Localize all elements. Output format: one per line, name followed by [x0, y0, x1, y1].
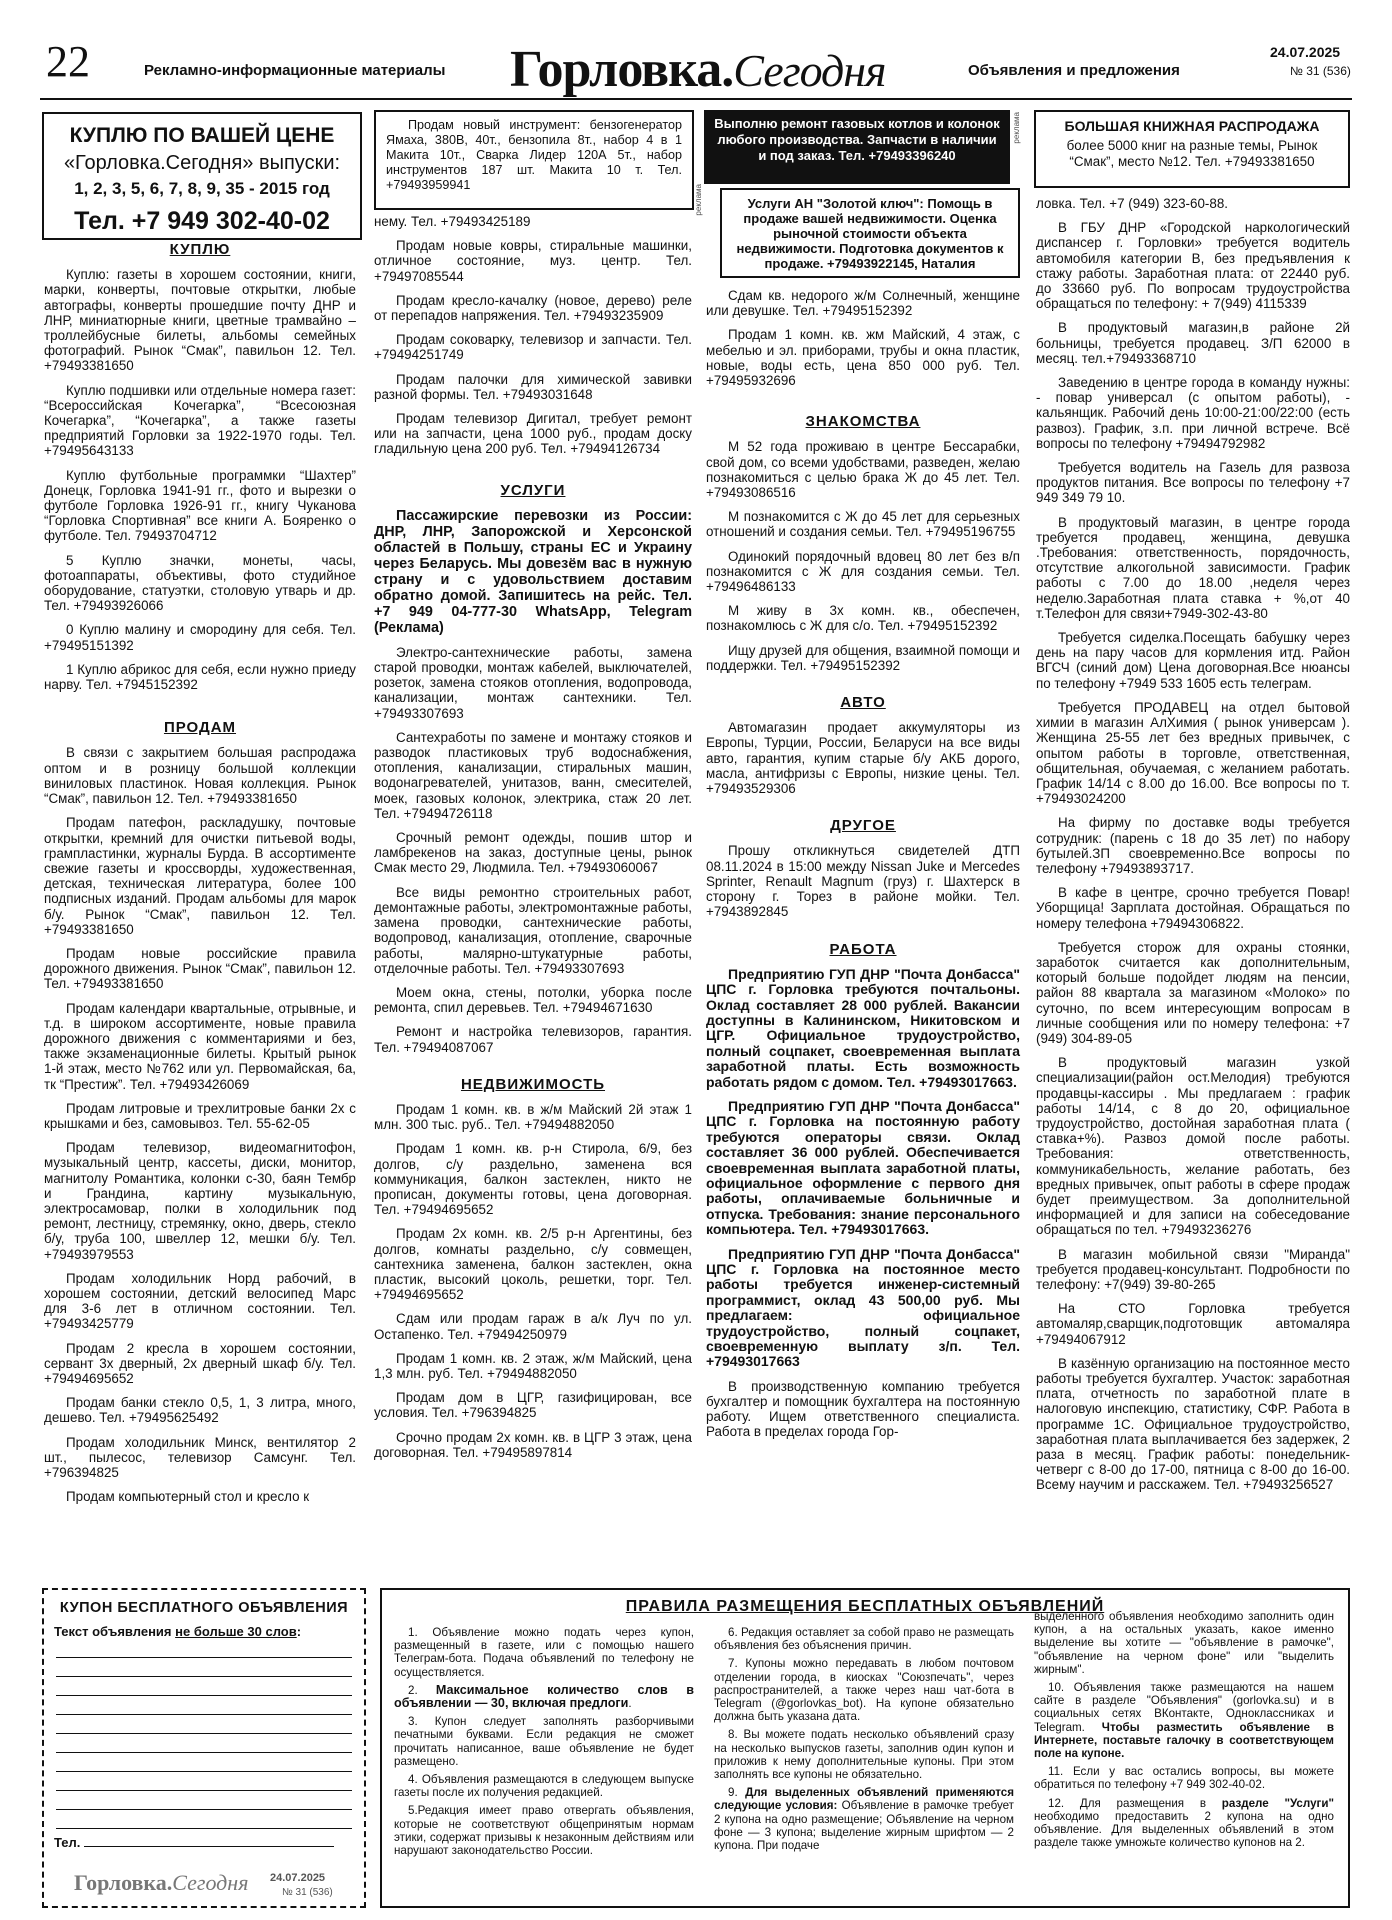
ad-item: В казённую организацию на постоянное место работы требуется бухгалтер. Участок: заработная плата, отчетность по заработной плате в налоговую инспекцию, статистику, СФР. Работа в программе 1С. Официальное трудоустройство, заработная плата выплачивается без задержек, 2 раза в месяц. График работы: понедельник- четверг с 8-00 до 17-00, пятница с 8-00 до 16-00. Всему научим и расскажем. Тел. +79493256527 — [1036, 1355, 1350, 1493]
coupon-date: 24.07.2025 — [270, 1872, 326, 1884]
ad-item: Прошу откликнуться свидетелей ДТП 08.11.2024 в 15:00 между Nissan Juke и Mercedes Sprinter, Renault Magnum (груз) г. Шахтерск в сторону г. Торез в районе мойки. Тел. +7943892845 — [706, 843, 1020, 920]
ad-item: В производственную компанию требуется бухгалтер и помощник бухгалтера на постоянную работу. Ищем ответственного специалиста. Работа в пределах города Гор- — [706, 1378, 1020, 1440]
ad-item: Продам палочки для химической завивки разной формы. Тел. +79493031648 — [374, 371, 692, 402]
buy-box-subtitle: «Горловка.Сегодня» выпуски: — [63, 152, 341, 174]
ad-item: Продам новые ковры, стиральные машинки, отличное состояние, муз. центр. Тел. +79497085544 — [374, 238, 692, 284]
rule-item: 11. Если у вас остались вопросы, вы можете обратиться по телефону +7 949 302-40-02. — [1034, 1765, 1334, 1792]
coupon-text-label: Текст объявления не больше 30 слов: — [54, 1624, 302, 1639]
ad-item-bold: Предприятию ГУП ДНР "Почта Донбасса" ЦПС г. Горловка на постоянную работу требуются операторы связи. Оклад составляет 36 000 рублей. Обеспечивается своевременная выплата заработной платы, официальное оформление с первого дня работы, оплачиваемые больничные и отпуска. Требования: знание персонального компьютера. Тел. +79493017663. — [706, 1097, 1020, 1238]
ad-item: Продам кресло-качалку (новое, дерево) реле от перепадов напряжения. Тел. +79493235909 — [374, 292, 692, 324]
ad-item: Продам холодильник Минск, вентилятор 2 шт., пылесос, телевизор Самсунг. Тел. +796394825 — [44, 1434, 356, 1481]
section-heading: ЗНАКОМСТВА — [805, 413, 921, 431]
ad-item: Продам телевизор, видеомагнитофон, музыкальный центр, кассеты, диски, монитор, магнитолу Романтика, колонки с-30, баян Тембр и Грандина, картину музыкальную, электросамовар, полки в холодильник под ремонт, лестницу, стремянку, окно, дверь, стекло б/у, труба 100, швеллер 12, мешки б/у. Тел. +79493979553 — [44, 1140, 356, 1262]
ad-item: Продам дом в ЦГР, газифицирован, все условия. Тел. +796394825 — [374, 1390, 692, 1421]
section-heading: РАБОТА — [829, 940, 897, 958]
ad-item: Куплю: газеты в хорошем состоянии, книги, марки, конверты, почтовые открытки, любые автографы, конверты прошедшие почту ДНР и ЛНР, миниатюрные книги, цветные трамвайно – троллейбусные билеты, альбомы семейных фотографий. Рынок “Смак”, павильон 12. Тел. +79493381650 — [44, 267, 356, 374]
ad-item: Продам банки стекло 0,5, 1, 3 литра, много, дешево. Тел. +79495625492 — [44, 1395, 356, 1426]
newspaper-logo: Горловка.Сегодня — [510, 41, 886, 98]
ad-item: В кафе в центре, срочно требуется Повар! Уборщица! Зарплата достойная. Обращаться по номеру телефона +79494306822. — [1036, 885, 1350, 931]
ad-item: Срочный ремонт одежды, пошив штор и ламбрекенов на заказ, доступные цены, рынок Смак место 29, Людмила. Тел. +79493060067 — [374, 830, 692, 876]
issue-date: 24.07.2025 — [1270, 44, 1341, 60]
ad-item: Продам соковарку, телевизор и запчасти. Тел. +79494251749 — [374, 332, 692, 363]
ad-item: Продам 1 комн. кв. жм Майский, 4 этаж, с мебелью и эл. приборами, трубы и окна пластик, новые, воды есть, цена 850 000 руб. Тел. +79495932696 — [706, 327, 1020, 389]
ad-item: Куплю футбольные программки “Шахтер” Донецк, Горловка 1941-91 гг., фото и вырезки о футболе Горловка 1926-91 гг., книгу Чуканова “Горловка Спортивная” все книги А. Бояренко о футболе. Тел. 79493704712 — [44, 467, 356, 544]
rule-item: 10. Объявления также размещаются на нашем сайте в разделе "Объявления" (gorlovka.su) и в социальных сетях ВКонтакте, Одноклассниках и Telegram. Чтобы разместить объявление в Интернете, поставьте галочку в соответствующем поле на купоне. — [1034, 1681, 1335, 1761]
ad-item: Продам 1 комн. кв. 2 этаж, ж/м Майский, цена 1,3 млн. руб. Тел. +79494882050 — [374, 1350, 692, 1381]
ad-item: В связи с закрытием большая распродажа оптом и в розницу большой коллекции виниловых пластинок. Новая коллекция. Рынок “Смак”, павильон 12. Тел. +79493381650 — [44, 745, 356, 807]
ad-item: В ГБУ ДНР «Городской наркологический диспансер г. Горловки» требуется водитель автомобиля категории В, без предъявления к стажу работы. Заработная плата: от 22440 руб. до 33660 руб. По вопросам трудоустройства обращаться по телефону: + 7(949) 4115339 — [1036, 220, 1350, 312]
page-number: 22 — [46, 37, 90, 86]
rule-item: 12. Для размещения в разделе "Услуги" необходимо предоставить 2 купона на одно объявление. Для выделенных объявлений в этом разделе также умножьте количество купонов на 2. — [1034, 1796, 1334, 1850]
ad-item: Электро-сантехнические работы, замена старой проводки, монтаж кабелей, выключателей, розеток, замена стояков отопления, водопровода, канализации, монтаж сантехники. Тел. +79493307693 — [374, 644, 692, 721]
coupon-issue: № 31 (536) — [282, 1887, 333, 1898]
rule-item: 7. Купоны можно передавать в любом почтовом отделении города, в киосках "Союзпечать", через распространителей, а также через наш чат-бота в Telegram (@gorlovkas_bot). На купоне обязательно должна быть указана дата. — [714, 1657, 1014, 1724]
rule-item: 9. Для выделенных объявлений применяются следующие условия: Объявление в рамочке требует 2 купона на одно размещение; Объявление на черном фоне — 3 купона; выделение жирным шрифтом — 2 купона. При подаче — [714, 1786, 1014, 1853]
column-1 — [44, 242, 356, 1513]
ad-item: Продам 1 комн. кв. р-н Стирола, 6/9, без долгов, с/у раздельно, заменена вся коммуникация, балкон застеклен, никто не прописан, документы готовы, цена договорная. Тел. +79494695652 — [374, 1141, 692, 1218]
section-heading: НЕДВИЖИМОСТЬ — [460, 1075, 606, 1093]
column-2 — [374, 214, 692, 1469]
rule-item: 1. Объявление можно подать через купон, размещенный в газете, или с помощью нашего Телеграм-бота. Подача объявлений по телефону не осуществляется. — [394, 1626, 694, 1679]
coupon-text-lines[interactable] — [44, 1639, 364, 1829]
ad-item: Продам литровые и трехлитровые банки 2х с крышками и без, самовывоз. Тел. 55-62-05 — [44, 1100, 356, 1131]
header-divider — [40, 98, 1352, 100]
buy-box-issues: 1, 2, 3, 5, 6, 7, 8, 9, 35 - 2015 год — [74, 179, 330, 198]
ad-item: Продам компьютерный стол и кресло к — [66, 1489, 310, 1505]
coupon-logo: Горловка.Сегодня — [74, 1870, 249, 1895]
issue-number: № 31 (536) — [1290, 64, 1351, 78]
ad-item: В продуктовый магазин узкой специализации(район ост.Мелодия) требуются продавцы-кассиры . Мы предлагаем : график работы 14/14, с 8 до 20, официальное трудоустройство, достойная заработная плата ( ставка+%). Развоз домой после работы. Требования: ответственность, коммуникабельность, желание работать, без вредных привычек, опыт работы в сфере продаж будет преимуществом. За дополнительной информацией и для записи на собеседование обращаться по тел. +79493236276 — [1036, 1055, 1350, 1238]
ad-item: 1 Куплю абрикос для себя, если нужно приеду нарву. Тел. +7945152392 — [44, 661, 356, 693]
ad-item: Продам 2 кресла в хорошем состоянии, сервант 3х дверный, 2х дверный шкаф б/у. Тел. +79494695652 — [44, 1340, 356, 1386]
free-ad-coupon — [42, 1588, 366, 1908]
ad-item: Продам телевизор Дигитал, требует ремонт или на запчасти, цена 1000 руб., продам доску гладильную цена 200 руб. Тел. +79494126734 — [374, 411, 692, 457]
ad-item: 5 Куплю значки, монеты, часы, фотоаппараты, объективы, фото студийное оборудование, статуэтки, столовую утварь и др. Тел. +79493926066 — [44, 552, 356, 614]
coupon-phone-field[interactable]: Тел. — [54, 1835, 364, 1850]
ad-item: Автомагазин продает аккумуляторы из Европы, Турции, России, Беларуси на все виды авто, гарантия, купим старые б/у АКБ дорого, масла, антифризы с Европы, низкие цены. Тел. +79493529306 — [706, 720, 1020, 797]
section-heading: ПРОДАМ — [163, 719, 237, 737]
buy-box-phone: Тел. +7 949 302-40-02 — [74, 207, 330, 235]
ad-item: М 52 года проживаю в центре Бессарабки, свой дом, со всеми удобствами, разведен, желаю познакомиться с целью брака Ж до 45 лет. Тел. +79493086516 — [706, 439, 1020, 501]
header-section-right: Объявления и предложения — [968, 62, 1180, 79]
black-background-ad: Выполню ремонт газовых котлов и колонок любого производства. Запчасти в наличии и под заказ. Тел. +79493396240 — [704, 110, 1010, 184]
rule-item: 3. Купон следует заполнять разборчивыми печатными буквами. Если редакция не сможет прочитать написанное, ваше объявление не будет размещено. — [394, 1715, 694, 1768]
ad-item: В продуктовый магазин, в центре города требуется продавец, женщина, девушка .Требования: ответственность, порядочность, отсутствие алкогольной зависимости. График работы с 7.00 до 18.00 ,неделя через неделю.Заработная плата ставка + %,от 40 т.Телефон для связи+7949-302-43-80 — [1036, 514, 1350, 621]
rules-column-3 — [1034, 1610, 1334, 1854]
ad-item: На СТО Горловка требуется автомаляр,сварщик,подготовщик автомаляра +79494067912 — [1036, 1301, 1350, 1347]
ad-item: Заведению в центре города в команду нужны: - повар универсал (с опытом работы), - кальянщик. Рабочий день 10:00-21:00/22:00 (есть развоз). График, з.п. при личной встрече. Всё вопросы по телефону +79494792982 — [1036, 375, 1350, 451]
ad-item: Требуется водитель на Газель для развоза продуктов питания. Все вопросы по телефону +7 949 349 79 10. — [1036, 460, 1350, 506]
ad-item: Требуется сиделка.Посещать бабушку через день на пару часов для кормления итд. Район ВГСЧ (синий дом) Цена договорная.Все нюансы по телефону +7949 533 1605 есть телеграм. — [1036, 630, 1350, 691]
ad-item: Сдам или продам гараж в а/к Луч по ул. Остапенко. Тел. +79494250979 — [374, 1311, 692, 1342]
ad-marker: реклама — [1012, 112, 1021, 144]
section-heading: ДРУГОЕ — [830, 817, 896, 835]
column-4 — [1036, 196, 1350, 1502]
page-header — [0, 0, 1392, 100]
ad-item: Моем окна, стены, потолки, уборка после ремонта, спил деревьев. Тел. +79494671630 — [374, 984, 692, 1016]
framed-ad-tools: Продам новый инструмент: бензогенератор Ямаха, 380В, 40т., бензопила 8т., набор 4 в 1 Макита 10т., Сварка Лидер 120А 5т., набор инструментов 187 шт. Макита 10 т. Тел. +79493959941 — [374, 110, 694, 210]
book-sale-text: более 5000 книг на разные темы, Рынок “Смак”, место №12. Тел. +79493381650 — [1066, 138, 1318, 169]
rules-column-1 — [394, 1626, 694, 1862]
header-section-left: Рекламно-информационные материалы — [144, 62, 446, 79]
ad-item-bold: Пассажирские перевозки из России: ДНР, ЛНР, Запорожской и Херсонской областей в Польшу, страны ЕС и Украину через Беларусь. Мы довезём вас в нужную страну и с удовольствием доставим обратно домой. Запишитесь на рейс. Тел. +7 949 04-777-30 WhatsApp, Telegram (Реклама) — [374, 507, 692, 636]
ad-item: Ищу друзей для общения, взаимной помощи и поддержки. Тел. +79495152392 — [706, 642, 1020, 673]
ad-item: Продам календари квартальные, отрывные, и т.д. в широком ассортименте, новые правила дорожного движения с комментариями и без, также экзаменационные билеты. Крытый рынок 1-й этаж, место №762 или ул. Первомайская, 6а, тк “Престиж”. Тел. +79493426069 — [44, 1000, 356, 1092]
section-heading: АВТО — [840, 694, 886, 712]
coupon-title: КУПОН БЕСПЛАТНОГО ОБЪЯВЛЕНИЯ — [59, 1600, 349, 1616]
ad-item: Продам холодильник Норд рабочий, в хорошем состоянии, детский велосипед Марс для 3-6 лет в отличном состоянии. Тел. +79493425779 — [44, 1270, 356, 1332]
rules-title: ПРАВИЛА РАЗМЕЩЕНИЯ БЕСПЛАТНЫХ ОБЪЯВЛЕНИЙ — [625, 1598, 1105, 1615]
rule-item: 2. Максимальное количество слов в объявлении — 30, включая предлоги. — [394, 1682, 695, 1711]
ad-item: Все виды ремонтно строительных работ, демонтажные работы, электромонтажные работы, замена проводки, сантехнические работы, водопровод, канализация, отопление, сварочные работы, малярно-штукатурные работы, отделочные работы. Тел. +79493307693 — [374, 884, 692, 976]
ad-item: Срочно продам 2х комн. кв. в ЦГР 3 этаж, цена договорная. Тел. +79495897814 — [374, 1429, 692, 1460]
ad-item: Одинокий порядочный вдовец 80 лет без в/п познакомится с Ж для создания семьи. Тел. +79496486133 — [706, 548, 1020, 595]
ad-marker: реклама — [694, 184, 703, 216]
ad-item: М живу в 3х комн. кв., обеспечен, познакомлюсь с Ж для с/о. Тел. +79495152392 — [706, 603, 1020, 634]
buy-box-title: КУПЛЮ ПО ВАШЕЙ ЦЕНЕ — [69, 124, 335, 147]
rule-item: выделенного объявления необходимо заполнить один купон, а на остальных указать, какое именно выделение вы хотите — "объявление в рамочке", "объявление на черном фоне" или "выделить жирным". — [1034, 1610, 1334, 1676]
framed-ad-book-sale — [1034, 110, 1350, 188]
ad-item: На фирму по доставке воды требуется сотрудник: (парень с 18 до 35 лет) по набору бутылей.ЗП своевременно.Все вопросы по телефону +79493893717. — [1036, 815, 1350, 876]
ad-item: ловка. Тел. +7 (949) 323-60-88. — [1036, 196, 1228, 211]
ad-item-bold: Предприятию ГУП ДНР "Почта Донбасса" ЦПС г. Горловка на постоянное место работы требуется инженер-системный программист, оклад 43 500,00 руб. Мы предлагаем: официальное трудоустройство, полный соцпакет, своевременную выплату з/п. Тел. +79493017663 — [706, 1245, 1020, 1370]
ad-item: Требуется ПРОДАВЕЦ на отдел бытовой химии в магазин АлХимия ( рынок универсам ). Женщина 25-55 лет без вредных привычек, с опытом работы в торговле, ответственная, общительная, обучаемая, с желанием работать. График 14/14 с 8.00 до 16.00. Все вопросы по т. +79493024200 — [1036, 699, 1350, 807]
section-heading: УСЛУГИ — [500, 481, 566, 499]
ad-item: 0 Куплю малину и смородину для себя. Тел. +79495151392 — [44, 622, 356, 653]
section-heading: КУПЛЮ — [169, 241, 231, 258]
column-3 — [706, 288, 1020, 1449]
ad-item: нему. Тел. +79493425189 — [374, 214, 531, 229]
ad-item: Продам 2х комн. кв. 2/5 р-н Аргентины, без долгов, комнаты раздельно, с/у совмещен, сантехника заменена, балкон застеклен, окна пластик, высокий цоколь, решетки, торг. Тел. +79494695652 — [374, 1226, 692, 1303]
ad-item: Куплю подшивки или отдельные номера газет: “Всероссийская Кочегарка”, “Всесоюзная Кочегарка”, “Кочегарка”, а также газеты предприятий Горловки за 1922-1970 годы. Тел. +79495643133 — [44, 382, 356, 459]
buy-issues-box — [42, 112, 362, 240]
rule-item: 6. Редакция оставляет за собой право не размещать объявления без объяснения причин. — [714, 1626, 1014, 1653]
rules-box — [380, 1588, 1350, 1908]
ad-item: Требуется сторож для охраны стоянки, заработок считается как дополнительным, который больше подойдет людям на пенсии, район 88 квартала за магазином «Молоко» по суточно, по всем интересующим вопросам в личные сообщения или по номеру телефона: +7 (949) 304-89-05 — [1036, 939, 1350, 1046]
ad-item: Сантехработы по замене и монтажу стояков и разводок пластиковых труб водоснабжения, отопления, канализации, стиральных машин, водонагревателей, унитазов, ванн, смесителей, моек, газовых колонок, электрика, стаж 20 лет. Тел. +79494726118 — [374, 729, 692, 821]
ad-item: М познакомится с Ж до 45 лет для серьезных отношений и создания семьи. Тел. +79495196755 — [706, 509, 1020, 540]
rules-column-2 — [714, 1626, 1014, 1857]
rule-item: 5.Редакция имеет право отвергать объявления, которые не соответствуют общепринятым нормам этики, содержат призывы к незаконным действиям или нарушают законодательство России. — [394, 1804, 694, 1858]
ad-item: В магазин мобильной связи "Миранда" требуется продавец-консультант. Подробности по телефону: +7(949) 39-80-265 — [1036, 1246, 1350, 1292]
ad-item: Сдам кв. недорого ж/м Солнечный, женщине или девушке. Тел. +79495152392 — [706, 288, 1020, 319]
ad-item: Продам новые российские правила дорожного движения. Рынок “Смак”, павильон 12. Тел. +79493381650 — [44, 945, 356, 992]
ad-item: Ремонт и настройка телевизоров, гарантия. Тел. +79494087067 — [374, 1024, 692, 1055]
ad-item: В продуктовый магазин,в районе 2й больницы, требуется продавец. З/П 62000 в месяц. тел.+79493368710 — [1036, 320, 1350, 366]
ad-item-bold: Предприятию ГУП ДНР "Почта Донбасса" ЦПС г. Горловка требуются почтальоны. Оклад составляет 28 000 рублей. Вакансии доступны в Калининском, Никитовском и ЦГР. Официальное трудоустройство, полный соцпакет, своевременная выплата заработной платы. Есть возможность работать рядом с домом. Тел. +79493017663. — [706, 965, 1020, 1090]
framed-ad-realestate-agency: Услуги АН "Золотой ключ": Помощь в продаже вашей недвижимости. Оценка рыночной стоимости объекта недвижимости. Подготовка документов к продаже. +79493922145, Наталия — [720, 188, 1020, 278]
rule-item: 4. Объявления размещаются в следующем выпуске газеты после их получения редакцией. — [394, 1773, 694, 1800]
book-sale-title: БОЛЬШАЯ КНИЖНАЯ РАСПРОДАЖА — [1064, 118, 1320, 134]
ad-item: Продам патефон, раскладушку, почтовые открытки, кремний для очистки питьевой воды, грампластинки, журналы Бурда. В ассортименте свежие газеты и кроссворды, художественная, детская, техническая литература, более 100 подписных изданий. Продам альбомы для марок б/у. Рынок “Смак”, павильон 12. Тел. +79493381650 — [44, 815, 356, 937]
rule-item: 8. Вы можете подать несколько объявлений сразу на несколько выпусков газеты, заполнив один купон и приложив к нему дополнительные купоны. При этом заполнять все купоны не обязательно. — [714, 1728, 1014, 1782]
ad-item: Продам 1 комн. кв. в ж/м Майский 2й этаж 1 млн. 300 тыс. руб.. Тел. +79494882050 — [374, 1101, 692, 1133]
